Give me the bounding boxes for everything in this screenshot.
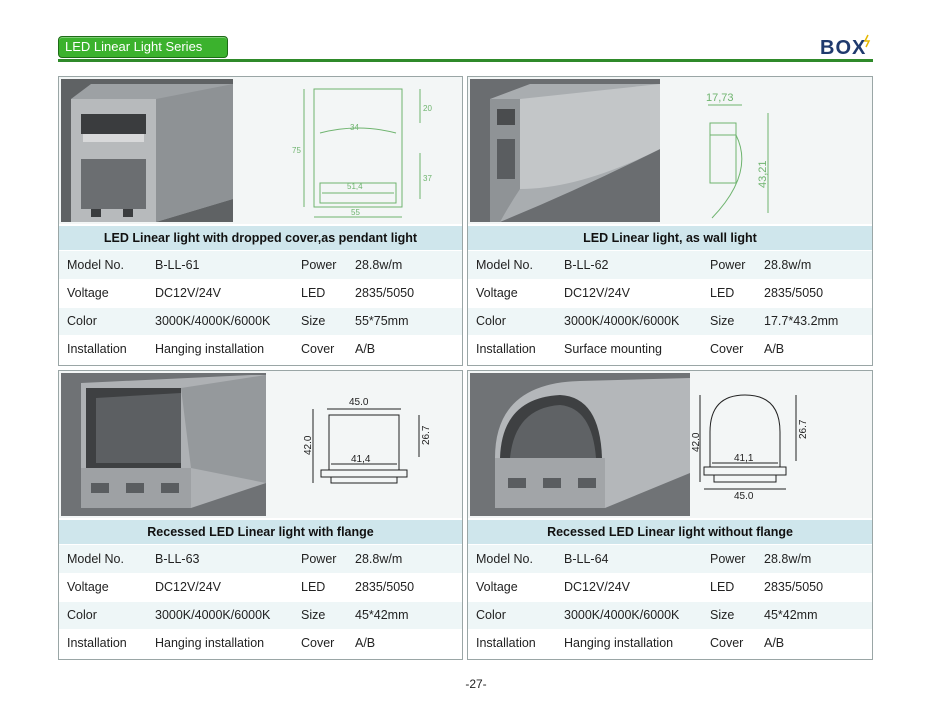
spec-value: 3000K/4000K/6000K (556, 601, 702, 629)
spec-label: Voltage (59, 573, 147, 601)
spec-value: Hanging installation (147, 335, 293, 363)
table-row (59, 307, 462, 335)
product-image-area (59, 77, 462, 224)
product-photo (61, 79, 233, 222)
product-card-b-ll-63 (58, 370, 463, 660)
spec-value: Hanging installation (556, 629, 702, 657)
product-title: LED Linear light with dropped cover,as pendant light (59, 226, 462, 250)
spec-label: Model No. (59, 545, 147, 573)
spec-label: Model No. (468, 251, 556, 279)
spec-value: DC12V/24V (556, 279, 702, 307)
product-title: LED Linear light, as wall light (468, 226, 872, 250)
table-row (59, 573, 462, 601)
table-row (59, 601, 462, 629)
table-row (468, 307, 872, 335)
product-title: Recessed LED Linear light without flange (468, 520, 872, 544)
technical-drawing (691, 377, 870, 515)
technical-drawing (299, 377, 469, 515)
spec-label: Cover (293, 335, 347, 363)
spec-value: A/B (347, 629, 462, 657)
table-row (468, 573, 872, 601)
spec-value: 17.7*43.2mm (756, 307, 872, 335)
spec-value: 2835/5050 (756, 279, 872, 307)
table-row (468, 629, 872, 657)
spec-value: Hanging installation (147, 629, 293, 657)
spec-value: 45*42mm (347, 601, 462, 629)
product-card-b-ll-62 (467, 76, 873, 366)
dim-label: 42.0 (303, 435, 314, 455)
spec-label: Size (702, 601, 756, 629)
spec-label: Color (468, 601, 556, 629)
spec-value: 28.8w/m (756, 251, 872, 279)
technical-drawing (700, 83, 870, 221)
spec-label: Installation (468, 629, 556, 657)
dim-label: 43,21 (757, 160, 769, 188)
spec-value: B-LL-64 (556, 545, 702, 573)
spec-value: DC12V/24V (147, 279, 293, 307)
dim-label: 26.7 (798, 419, 809, 439)
table-row (468, 279, 872, 307)
spec-label: LED (293, 279, 347, 307)
dim-label: 34 (350, 123, 359, 132)
technical-drawing (287, 83, 457, 221)
product-card-b-ll-61 (58, 76, 463, 366)
dim-label: 26.7 (421, 425, 432, 445)
spec-label: LED (702, 279, 756, 307)
spec-label: Installation (59, 335, 147, 363)
spec-label: Voltage (59, 279, 147, 307)
product-photo (470, 79, 660, 222)
spec-table (59, 545, 462, 658)
spec-label: Power (702, 251, 756, 279)
spec-label: Installation (468, 335, 556, 363)
dim-label: 45.0 (734, 491, 754, 502)
spec-value: B-LL-62 (556, 251, 702, 279)
product-image-area (468, 371, 872, 518)
spec-label: Size (293, 601, 347, 629)
spec-label: Color (59, 307, 147, 335)
dim-label: 17,73 (706, 92, 734, 104)
spec-value: B-LL-61 (147, 251, 293, 279)
spec-label: Color (59, 601, 147, 629)
spec-table (468, 251, 872, 364)
spec-value: 3000K/4000K/6000K (556, 307, 702, 335)
spec-value: DC12V/24V (556, 573, 702, 601)
spec-value: 28.8w/m (347, 545, 462, 573)
table-row (468, 251, 872, 279)
spec-value: A/B (756, 335, 872, 363)
dim-label: 55 (351, 208, 360, 217)
spec-value: 28.8w/m (347, 251, 462, 279)
dim-label: 41,4 (351, 454, 371, 465)
dim-label: 41,1 (734, 453, 754, 464)
product-image-area (59, 371, 462, 518)
spec-value: 55*75mm (347, 307, 462, 335)
product-title: Recessed LED Linear light with flange (59, 520, 462, 544)
spec-label: Installation (59, 629, 147, 657)
spec-value: 45*42mm (756, 601, 872, 629)
spec-label: Size (293, 307, 347, 335)
spec-value: 2835/5050 (756, 573, 872, 601)
spec-value: A/B (756, 629, 872, 657)
dim-label: 20 (423, 104, 432, 113)
spec-value: 28.8w/m (756, 545, 872, 573)
dim-label: 45.0 (349, 397, 369, 408)
spec-label: Voltage (468, 279, 556, 307)
spec-label: Color (468, 307, 556, 335)
product-photo (470, 373, 690, 516)
spec-value: 3000K/4000K/6000K (147, 601, 293, 629)
table-row (59, 279, 462, 307)
table-row (59, 545, 462, 573)
spec-label: Model No. (468, 545, 556, 573)
spec-table (59, 251, 462, 364)
spec-value: DC12V/24V (147, 573, 293, 601)
series-badge: LED Linear Light Series (58, 36, 228, 58)
spec-label: Cover (702, 629, 756, 657)
product-image-area (468, 77, 872, 224)
table-row (468, 545, 872, 573)
page-number: -27- (465, 677, 487, 691)
product-card-b-ll-64 (467, 370, 873, 660)
spec-label: Size (702, 307, 756, 335)
spec-value: Surface mounting (556, 335, 702, 363)
spec-label: Model No. (59, 251, 147, 279)
spec-label: Cover (293, 629, 347, 657)
table-row (468, 601, 872, 629)
spec-value: 2835/5050 (347, 279, 462, 307)
table-row (59, 629, 462, 657)
table-row (468, 335, 872, 363)
box-logo (818, 32, 874, 58)
svg-text:BOX: BOX (820, 37, 867, 59)
spec-label: LED (293, 573, 347, 601)
dim-label: 42.0 (691, 432, 702, 452)
spec-label: Cover (702, 335, 756, 363)
dim-label: 51,4 (347, 182, 363, 191)
spec-label: Power (702, 545, 756, 573)
spec-label: LED (702, 573, 756, 601)
spec-value: 2835/5050 (347, 573, 462, 601)
spec-label: Voltage (468, 573, 556, 601)
table-row (59, 335, 462, 363)
spec-value: B-LL-63 (147, 545, 293, 573)
table-row (59, 251, 462, 279)
spec-value: 3000K/4000K/6000K (147, 307, 293, 335)
spec-value: A/B (347, 335, 462, 363)
dim-label: 75 (292, 146, 301, 155)
spec-label: Power (293, 251, 347, 279)
spec-label: Power (293, 545, 347, 573)
spec-table (468, 545, 872, 658)
dim-label: 37 (423, 174, 432, 183)
header-rule (58, 59, 873, 62)
product-photo (61, 373, 266, 516)
